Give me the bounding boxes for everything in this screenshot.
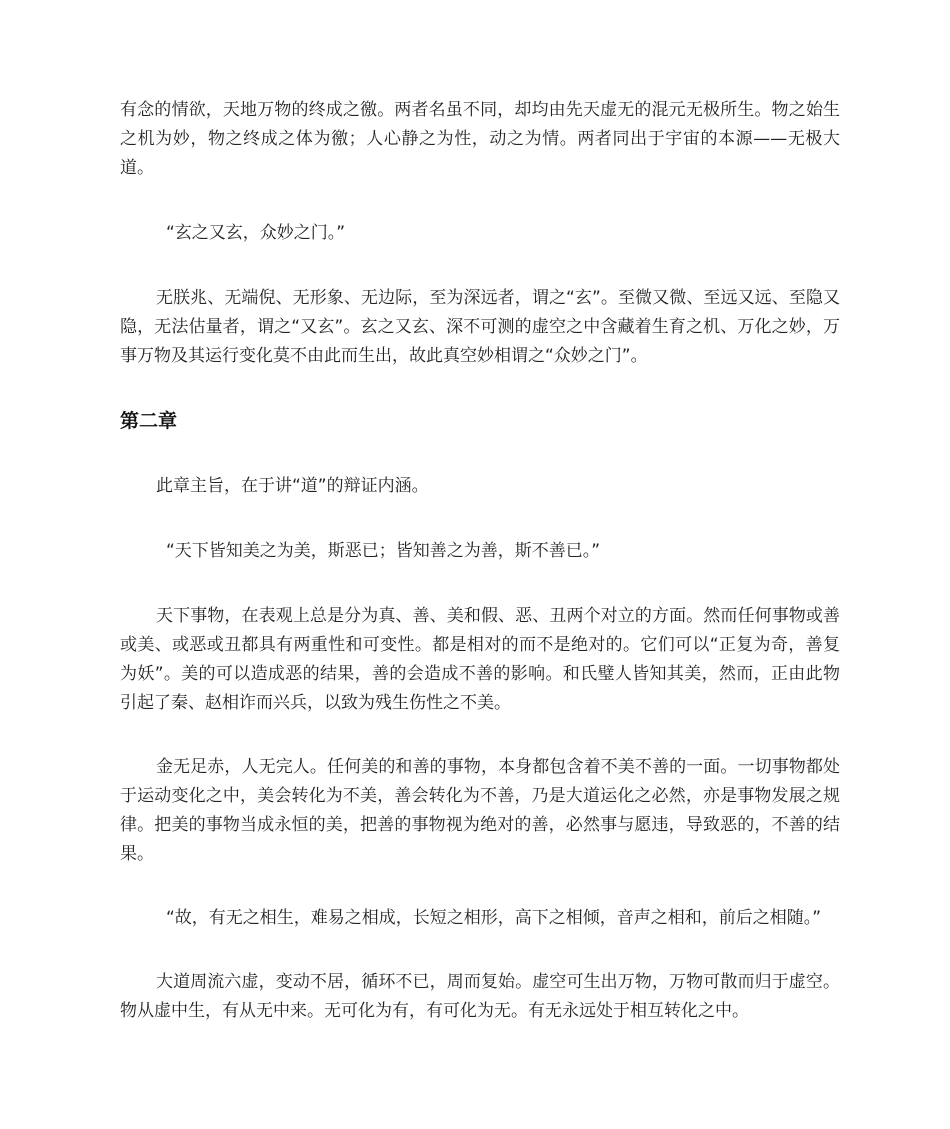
- quote-1: “玄之又玄，众妙之门。”: [166, 223, 346, 243]
- paragraph-3: 此章主旨，在于讲“道”的辩证内涵。: [156, 476, 429, 496]
- spacer: [120, 933, 840, 968]
- spacer: [120, 718, 840, 753]
- spacer: [120, 183, 840, 219]
- quote-2: “天下皆知美之为美，斯恶已；皆知善之为善，斯不善已。”: [166, 541, 601, 561]
- paragraph-1: 有念的情欲，天地万物的终成之徼。两者名虽不同，却均由先天虚无的混元无极所生。物之始生之机为妙，物之终成之体为徼；人心静之为性，动之为情。两者同出于宇宙的本源——无极大道。: [120, 100, 840, 178]
- spacer: [120, 566, 840, 602]
- spacer: [120, 436, 840, 472]
- spacer: [120, 248, 840, 284]
- spacer: [120, 869, 840, 904]
- paragraph-4: 天下事物，在表观上总是分为真、善、美和假、恶、丑两个对立的方面。然而任何事物或善或美、或恶或丑都具有两重性和可变性。都是相对的而不是绝对的。它们可以“正复为奇，善复为妖”。美的可以造成恶的结果，善的会造成不善的影响。和氏璧人皆知其美，然而，正由此物引起了秦、赵相诈而兴兵，以致为残生伤性之不美。: [120, 606, 840, 713]
- chapter-heading: 第二章: [120, 410, 178, 432]
- spacer: [120, 501, 840, 537]
- spacer: [120, 371, 840, 407]
- paragraph-5: 金无足赤，人无完人。任何美的和善的事物，本身都包含着不美不善的一面。一切事物都处于运动变化之中，美会转化为不美，善会转化为不善，乃是大道运化之必然，亦是事物发展之规律。把美的事物当成永恒的美，把善的事物视为绝对的善，必然事与愿违，导致恶的，不善的结果。: [120, 757, 840, 864]
- quote-3: “故，有无之相生，难易之相成，长短之相形，高下之相倾，音声之相和，前后之相随。”: [166, 908, 822, 928]
- paragraph-6: 大道周流六虚，变动不居，循环不已，周而复始。虚空可生出万物，万物可散而归于虚空。物从虚中生，有从无中来。无可化为有，有可化为无。有无永远处于相互转化之中。: [120, 972, 840, 1021]
- paragraph-2: 无朕兆、无端倪、无形象、无边际，至为深远者，谓之“玄”。至微又微、至远又远、至隐又隐，无法估量者，谓之“又玄”。玄之又玄、深不可测的虚空之中含藏着生育之机、万化之妙，万事万物及其运行变化莫不由此而生出，故此真空妙相谓之“众妙之门”。: [120, 288, 840, 366]
- document-page: [120, 96, 840, 1026]
